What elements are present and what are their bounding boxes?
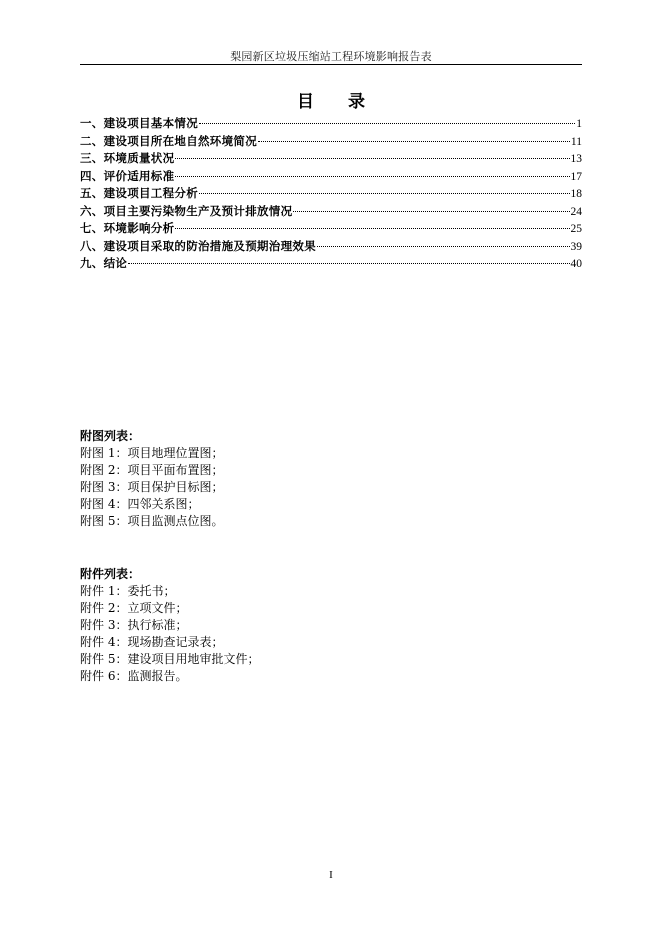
figure-list-heading: 附图列表： bbox=[80, 429, 141, 443]
page-number: I bbox=[329, 869, 333, 881]
toc-dot-leader bbox=[175, 176, 569, 177]
running-header: 梨园新区垃圾压缩站工程环境影响报告表 bbox=[230, 50, 432, 63]
figure-list-item: 附图 5：项目监测点位图。 bbox=[80, 514, 224, 528]
attachment-list-item: 附件 1：委托书； bbox=[80, 584, 176, 598]
figure-list-item: 附图 2：项目平面布置图； bbox=[80, 463, 224, 477]
toc-entry-page: 1 bbox=[576, 118, 582, 130]
figure-list bbox=[80, 428, 380, 530]
toc-entry-page: 40 bbox=[570, 258, 582, 270]
toc-entry-label: 一、建设项目基本情况 bbox=[80, 116, 198, 130]
attachment-list-item: 附件 4：现场勘查记录表； bbox=[80, 635, 224, 649]
toc-dot-leader bbox=[258, 141, 570, 142]
toc-entry-label: 六、项目主要污染物生产及预计排放情况 bbox=[80, 203, 293, 218]
toc-entry-1[interactable] bbox=[80, 115, 582, 133]
attachment-list bbox=[80, 566, 380, 685]
toc-entry-page: 24 bbox=[570, 205, 582, 218]
attachment-list-item: 附件 6：监测报告。 bbox=[80, 669, 188, 683]
toc-dot-leader bbox=[293, 211, 569, 212]
attachment-list-item: 附件 5：建设项目用地审批文件； bbox=[80, 652, 260, 666]
toc-entry-7[interactable] bbox=[80, 220, 582, 238]
header-rule bbox=[80, 64, 582, 65]
toc-entry-page: 18 bbox=[570, 188, 582, 200]
toc-entry-9[interactable] bbox=[80, 255, 582, 273]
figure-list-item: 附图 3：项目保护目标图； bbox=[80, 480, 224, 494]
attachment-list-item: 附件 3：执行标准； bbox=[80, 618, 188, 632]
toc-entry-2[interactable] bbox=[80, 133, 582, 151]
toc-entry-3[interactable] bbox=[80, 150, 582, 168]
toc-dot-leader bbox=[175, 228, 569, 229]
toc-entry-label: 五、建设项目工程分析 bbox=[80, 186, 198, 200]
toc-entry-label: 四、评价适用标准 bbox=[80, 168, 175, 183]
toc-dot-leader bbox=[175, 158, 569, 159]
figure-list-item: 附图 4：四邻关系图； bbox=[80, 497, 200, 511]
toc-entry-page: 17 bbox=[570, 170, 582, 183]
toc-entry-label: 八、建设项目采取的防治措施及预期治理效果 bbox=[80, 238, 316, 253]
toc-entry-6[interactable] bbox=[80, 203, 582, 221]
attachment-list-heading: 附件列表： bbox=[80, 567, 141, 581]
toc-dot-leader bbox=[317, 246, 570, 247]
toc-entry-page: 39 bbox=[570, 240, 582, 253]
toc-entry-page: 13 bbox=[570, 153, 582, 165]
toc-entry-label: 七、环境影响分析 bbox=[80, 221, 175, 235]
toc-entry-8[interactable] bbox=[80, 238, 582, 256]
toc-entry-label: 三、环境质量状况 bbox=[80, 151, 175, 165]
toc-dot-leader bbox=[128, 263, 569, 264]
toc-title: 目 录 bbox=[297, 92, 379, 112]
toc-entry-label: 九、结论 bbox=[80, 256, 128, 270]
figure-list-item: 附图 1：项目地理位置图； bbox=[80, 446, 224, 460]
attachment-list-item: 附件 2：立项文件； bbox=[80, 601, 188, 615]
toc-entry-label: 二、建设项目所在地自然环境简况 bbox=[80, 133, 257, 148]
toc-dot-leader bbox=[199, 193, 570, 194]
table-of-contents bbox=[80, 115, 582, 273]
toc-entry-page: 11 bbox=[570, 135, 582, 148]
toc-entry-5[interactable] bbox=[80, 185, 582, 203]
toc-entry-4[interactable] bbox=[80, 168, 582, 186]
toc-dot-leader bbox=[199, 123, 575, 124]
toc-entry-page: 25 bbox=[570, 223, 582, 235]
